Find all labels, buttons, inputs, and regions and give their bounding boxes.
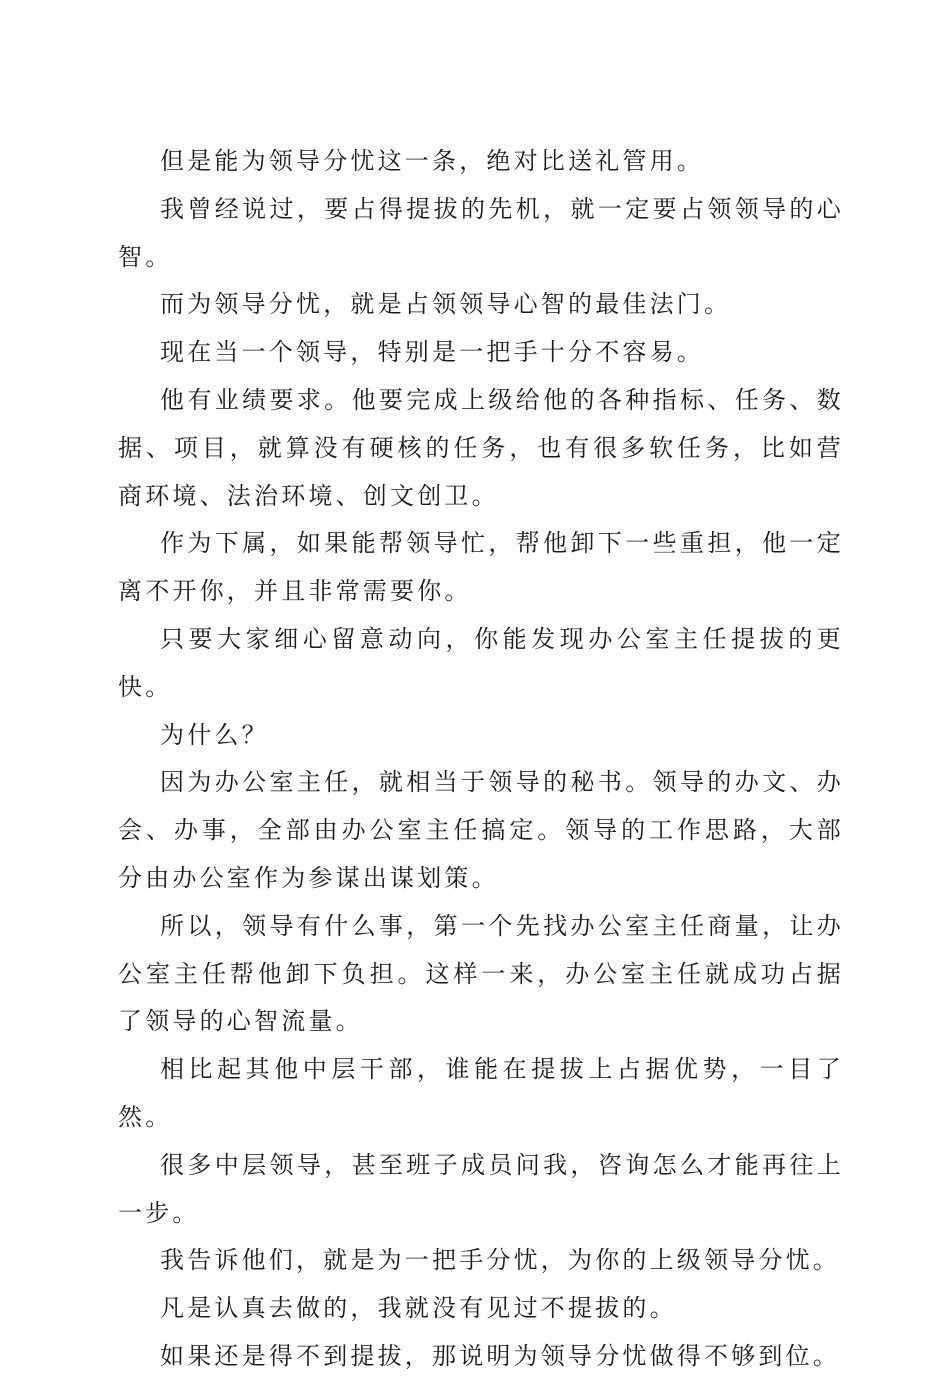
paragraph: 为什么？ <box>160 720 269 749</box>
paragraph: 而为领导分忧，就是占领领导心智的最佳法门。 <box>160 290 732 319</box>
paragraph: 因为办公室主任，就相当于领导的秘书。领导的办文、办会、办事，全部由办公室主任搞定。领导的工作思路，大部分由办公室作为参谋出谋划策。 <box>118 768 844 892</box>
paragraph: 很多中层领导，甚至班子成员问我，咨询怎么才能再往上一步。 <box>118 1150 844 1227</box>
paragraph: 我告诉他们，就是为一把手分忧，为你的上级领导分忧。 <box>160 1246 840 1275</box>
paragraph: 相比起其他中层干部，谁能在提拔上占据优势，一目了然。 <box>118 1055 844 1131</box>
paragraph: 我曾经说过，要占得提拔的先机，就一定要占领领导的心智。 <box>118 194 844 271</box>
paragraph: 他有业绩要求。他要完成上级给他的各种指标、任务、数据、项目，就算没有硬核的任务，也有很多软任务，比如营商环境、法治环境、创文创卫。 <box>118 385 844 510</box>
paragraph: 作为下属，如果能帮领导忙，帮他卸下一些重担，他一定离不开你，并且非常需要你。 <box>118 529 844 606</box>
paragraph: 但是能为领导分忧这一条，绝对比送礼管用。 <box>160 147 704 175</box>
document-body <box>118 138 844 1381</box>
paragraph: 如果还是得不到提拔，那说明为领导分忧做得不够到位。 <box>160 1341 840 1370</box>
paragraph: 只要大家细心留意动向，你能发现办公室主任提拔的更快。 <box>118 624 844 701</box>
paragraph: 凡是认真去做的，我就没有见过不提拔的。 <box>160 1294 677 1323</box>
paragraph: 所以，领导有什么事，第一个先找办公室主任商量，让办公室主任帮他卸下负担。这样一来，办公室主任就成功占据了领导的心智流量。 <box>118 911 844 1036</box>
paragraph: 现在当一个领导，特别是一把手十分不容易。 <box>160 338 704 367</box>
